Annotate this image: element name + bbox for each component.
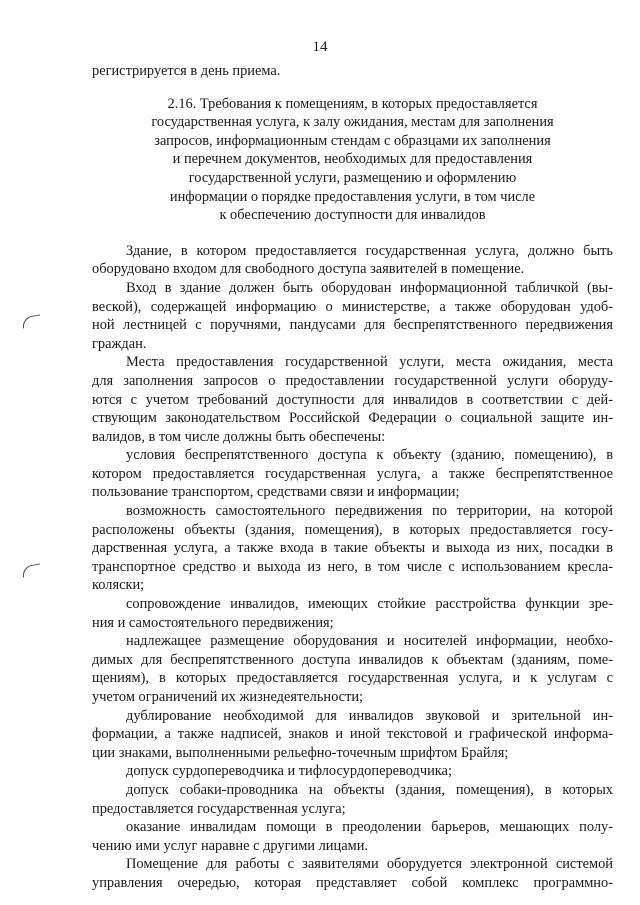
carryover-line: регистрируется в день приема. xyxy=(92,63,281,79)
paragraph-line: для заполнения запросов о предоставлении государственной услуги оборуду- xyxy=(92,372,613,389)
paragraph-line: щениям), в которых предоставляется государственная услуга, и к услугам с xyxy=(92,670,613,687)
paragraph-line: учетом ограничений их жизнедеятельности; xyxy=(92,689,364,705)
paragraph-line: формации, а также надписей, знаков и иной текстовой и графической информа- xyxy=(92,726,613,743)
paragraph-line: чению ими услуг наравне с другими лицами. xyxy=(92,837,368,854)
paragraph xyxy=(92,446,613,502)
paragraph-line: оборудовано входом для свободного доступа заявителей в помещение. xyxy=(92,261,525,278)
document-body xyxy=(92,62,613,893)
paragraph-line: ния и самостоятельного передвижения; xyxy=(92,614,334,631)
paragraph-line: транспортное средство и выхода из него, в том числе с использованием кресла- xyxy=(92,558,613,575)
paragraph-line: котором предоставляется государственная услуга, а также беспрепятственное xyxy=(92,465,613,482)
paragraph-line: пользование транспортом, средствами связи и информации; xyxy=(92,484,460,501)
section-heading-line: и перечнем документов, необходимых для предоставления xyxy=(172,151,533,168)
paragraph xyxy=(92,595,613,632)
paragraph xyxy=(92,353,613,446)
paragraph-line: сопровождение инвалидов, имеющих стойкие расстройства функции зре- xyxy=(126,596,613,613)
paragraph-line: допуск собаки-проводника на объекты (здания, помещения), в которых xyxy=(126,781,613,798)
section-heading-line: информации о порядке предоставления услуги, в том числе xyxy=(169,188,536,205)
paragraph-line: расположены объекты (здания, помещения), в которых предоставляется госу- xyxy=(92,521,613,538)
paragraph-line: димых для беспрепятственного доступа инвалидов к объектам (зданиям, поме- xyxy=(92,651,613,668)
paragraph xyxy=(92,242,613,279)
paragraph-line: Вход в здание должен быть оборудован информационной табличкой (вы- xyxy=(126,279,613,296)
paragraph-line: ной лестницей с поручнями, пандусами для беспрепятственного передвижения xyxy=(92,317,613,334)
paragraph xyxy=(92,279,613,353)
section-heading-line: государственная услуга, к залу ожидания, местам для заполнения xyxy=(151,114,554,131)
paragraph-line: ствующим законодательством Российской Федерации о социальной защите ин- xyxy=(92,410,613,427)
paragraph-line: условия беспрепятственного доступа к объекту (зданию, помещению), в xyxy=(126,447,613,464)
paragraph-line: допуск сурдопереводчика и тифлосурдопереводчика; xyxy=(126,763,452,780)
section-heading xyxy=(92,95,613,225)
paragraph-line: дублирование необходимой для инвалидов звуковой и зрительной ин- xyxy=(126,707,613,724)
paragraph-line: Помещение для работы с заявителями оборудуется электронной системой xyxy=(126,856,613,873)
paragraph-line: Здание, в котором предоставляется государственная услуга, должно быть xyxy=(126,242,613,259)
paragraph-line: управления очередью, которая представляет собой комплекс программно- xyxy=(92,874,613,891)
paragraph xyxy=(92,818,613,855)
margin-bracket-mark xyxy=(21,314,42,328)
paragraph-line: валидов, в том числе должны быть обеспечены: xyxy=(92,428,386,445)
paragraph-line: оказание инвалидам помощи в преодолении барьеров, мешающих полу- xyxy=(126,819,613,836)
paragraph-line: веской), содержащей информацию о министерстве, а также оборудован удоб- xyxy=(92,298,613,315)
paragraph xyxy=(92,502,613,595)
paragraph-line: дарственная услуга, а также входа в такие объекты и выхода из них, посадки в xyxy=(92,540,613,557)
paragraph xyxy=(92,707,613,763)
paragraph xyxy=(92,632,613,706)
section-heading-line: к обеспечению доступности для инвалидов xyxy=(219,207,486,224)
paragraph-line: возможность самостоятельного передвижения по территории, на которой xyxy=(126,503,613,520)
paragraph-line: ции знаками, выполненными рельефно-точечным шрифтом Брайля; xyxy=(92,744,509,761)
section-heading-line: государственной услуги, размещению и оформлению xyxy=(188,169,517,186)
paragraph xyxy=(92,762,613,781)
section-heading-line: запросов, информационным стендам с образцами их заполнения xyxy=(154,132,551,149)
paragraph-line: коляски; xyxy=(92,577,145,594)
paragraph xyxy=(92,781,613,818)
margin-bracket-mark xyxy=(21,563,42,577)
page-number: 14 xyxy=(312,39,328,55)
paragraph-line: граждан. xyxy=(92,335,147,352)
paragraph-line: ются с учетом требований доступности для инвалидов в соответствии с дей- xyxy=(92,391,613,408)
paragraph-line: Места предоставления государственной услуги, места ожидания, места xyxy=(126,354,613,371)
paragraph xyxy=(92,855,613,892)
paragraph-line: предоставляется государственная услуга; xyxy=(92,800,346,817)
paragraph-line: надлежащее размещение оборудования и носителей информации, необхо- xyxy=(126,633,613,650)
section-heading-line: 2.16. Требования к помещениям, в которых предоставляется xyxy=(167,95,538,112)
